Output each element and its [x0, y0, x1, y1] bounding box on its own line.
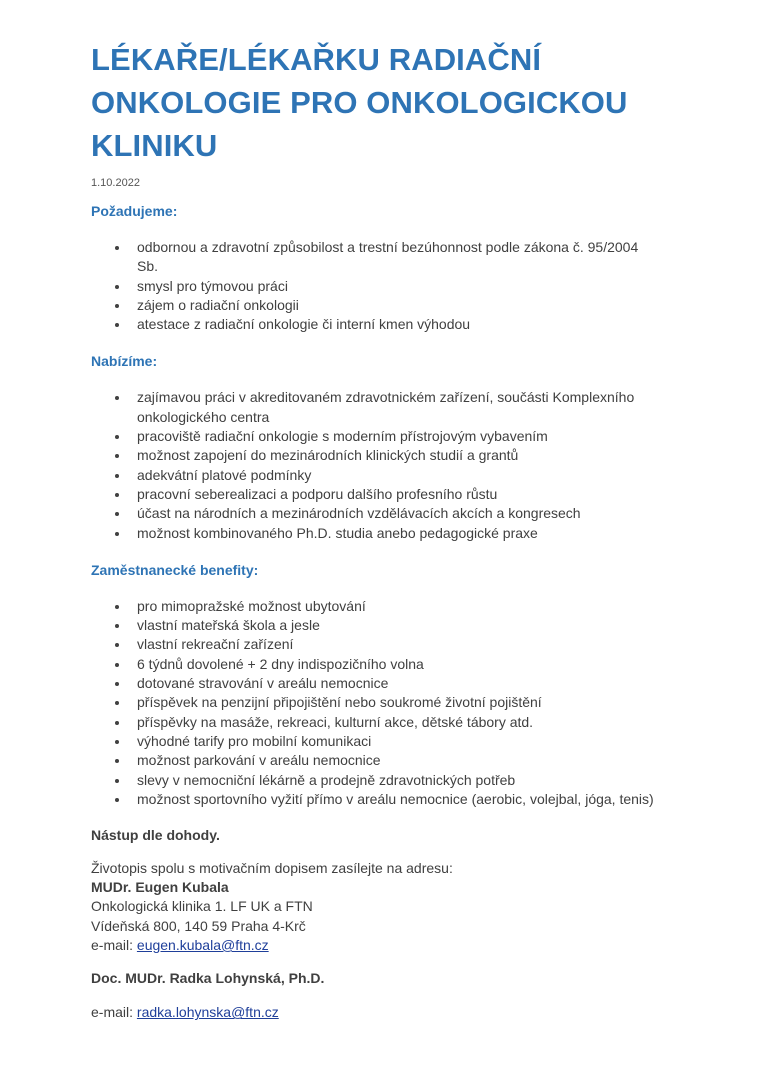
list-item: dotované stravování v areálu nemocnice	[91, 674, 657, 693]
email-link[interactable]: radka.lohynska@ftn.cz	[136, 1004, 279, 1021]
start-date-note: Nástup dle dohody.	[91, 827, 220, 844]
list-item: příspěvky na masáže, rekreaci, kulturní akce, dětské tábory atd.	[91, 713, 657, 732]
list-item: možnost kombinovaného Ph.D. studia anebo pedagogické praxe	[91, 524, 657, 543]
list-item: zajímavou práci v akreditovaném zdravotnickém zařízení, součásti Komplexního onkologického centra	[91, 388, 657, 427]
email-label: e-mail:	[91, 937, 137, 954]
list-item: smysl pro týmovou práci	[91, 277, 657, 296]
list-item: slevy v nemocniční lékárně a prodejně zdravotnických potřeb	[91, 771, 657, 790]
contact-email-line	[91, 936, 691, 955]
list-item: vlastní rekreační zařízení	[91, 635, 657, 654]
list-item: příspěvek na penzijní připojištění nebo soukromé životní pojištění	[91, 693, 657, 712]
contact-organization: Onkologická klinika 1. LF UK a FTN	[91, 898, 313, 915]
posting-date: 1.10.2022	[91, 177, 140, 189]
offers-list	[91, 388, 691, 542]
email-label: e-mail:	[91, 1004, 137, 1021]
contact-address: Vídeňská 800, 140 59 Praha 4-Krč	[91, 917, 306, 934]
list-item: vlastní mateřská škola a jesle	[91, 616, 657, 635]
contact-block	[91, 859, 691, 955]
page-title: LÉKAŘE/LÉKAŘKU RADIAČNÍ ONKOLOGIE PRO ONKOLOGICKOU KLINIKU	[91, 42, 628, 163]
list-item: pracovní seberealizaci a podporu dalšího profesního růstu	[91, 485, 657, 504]
list-item: atestace z radiační onkologie či interní kmen výhodou	[91, 315, 657, 334]
requirements-heading: Požadujeme:	[91, 203, 178, 219]
list-item: 6 týdnů dovolené + 2 dny indispozičního volna	[91, 655, 657, 674]
list-item: výhodné tarify pro mobilní komunikaci	[91, 732, 657, 751]
list-item: pro mimopražské možnost ubytování	[91, 597, 657, 616]
list-item: možnost sportovního vyžití přímo v areálu nemocnice (aerobic, volejbal, jóga, tenis)	[91, 790, 657, 809]
list-item: odbornou a zdravotní způsobilost a trestní bezúhonnost podle zákona č. 95/2004 Sb.	[91, 238, 657, 277]
contact2-name: Doc. MUDr. Radka Lohynská, Ph.D.	[91, 970, 325, 987]
benefits-heading: Zaměstnanecké benefity:	[91, 561, 259, 578]
job-posting	[91, 38, 691, 1023]
list-item: pracoviště radiační onkologie s moderním přístrojovým vybavením	[91, 427, 657, 446]
offers-heading: Nabízíme:	[91, 353, 158, 370]
list-item: možnost parkování v areálu nemocnice	[91, 751, 657, 770]
contact2-email-line	[91, 1003, 691, 1022]
email-link[interactable]: eugen.kubala@ftn.cz	[136, 937, 269, 954]
contact-intro: Životopis spolu s motivačním dopisem zasílejte na adresu:	[91, 860, 453, 877]
list-item: zájem o radiační onkologii	[91, 296, 657, 315]
list-item: adekvátní platové podmínky	[91, 466, 657, 485]
benefits-list	[91, 597, 691, 809]
contact-name: MUDr. Eugen Kubala	[91, 879, 229, 896]
list-item: možnost zapojení do mezinárodních klinických studií a grantů	[91, 446, 657, 465]
list-item: účast na národních a mezinárodních vzdělávacích akcích a kongresech	[91, 504, 657, 523]
requirements-list	[91, 238, 691, 334]
